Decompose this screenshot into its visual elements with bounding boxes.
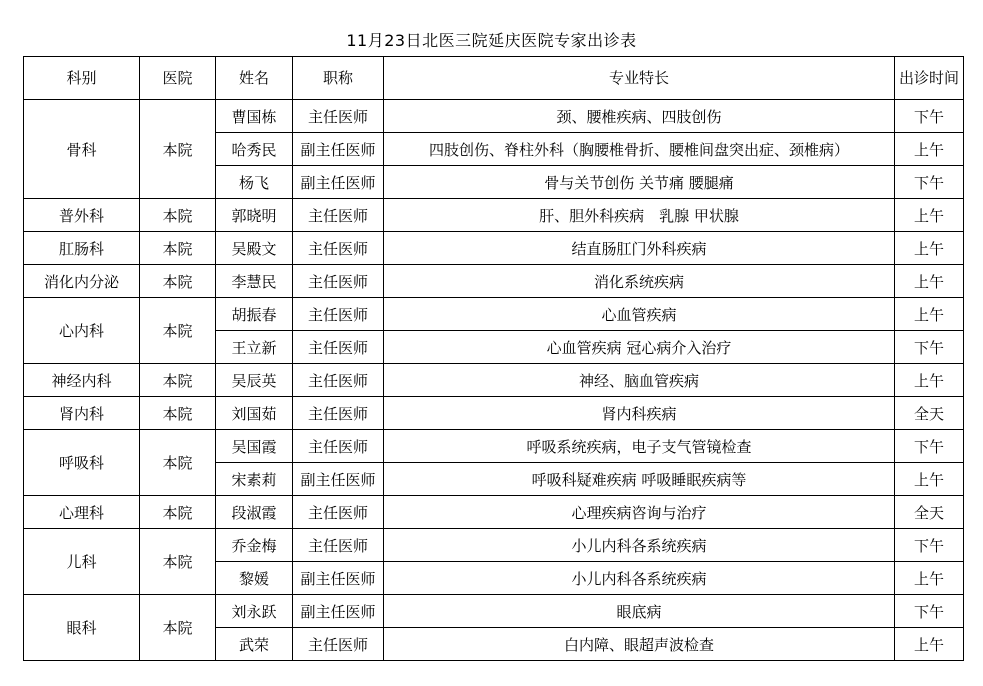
header-specialty: 专业特长 bbox=[384, 57, 895, 100]
rank-cell: 主任医师 bbox=[293, 100, 384, 133]
hospital-cell: 本院 bbox=[140, 100, 216, 199]
time-cell: 上午 bbox=[895, 232, 964, 265]
dept-cell: 肾内科 bbox=[24, 397, 140, 430]
doctor-name-cell: 段淑霞 bbox=[216, 496, 293, 529]
time-cell: 上午 bbox=[895, 562, 964, 595]
hospital-cell: 本院 bbox=[140, 397, 216, 430]
doctor-name-cell: 吴辰英 bbox=[216, 364, 293, 397]
time-cell: 下午 bbox=[895, 529, 964, 562]
rank-cell: 主任医师 bbox=[293, 232, 384, 265]
specialty-cell: 小儿内科各系统疾病 bbox=[384, 562, 895, 595]
specialty-cell: 肝、胆外科疾病 乳腺 甲状腺 bbox=[384, 199, 895, 232]
doctor-name-cell: 黎媛 bbox=[216, 562, 293, 595]
time-cell: 下午 bbox=[895, 100, 964, 133]
dept-cell: 心理科 bbox=[24, 496, 140, 529]
specialty-cell: 颈、腰椎疾病、四肢创伤 bbox=[384, 100, 895, 133]
hospital-cell: 本院 bbox=[140, 298, 216, 364]
dept-cell: 消化内分泌 bbox=[24, 265, 140, 298]
table-row bbox=[24, 595, 964, 628]
rank-cell: 主任医师 bbox=[293, 628, 384, 661]
doctor-name-cell: 哈秀民 bbox=[216, 133, 293, 166]
doctor-name-cell: 武荣 bbox=[216, 628, 293, 661]
specialty-cell: 心理疾病咨询与治疗 bbox=[384, 496, 895, 529]
rank-cell: 副主任医师 bbox=[293, 463, 384, 496]
specialty-cell: 四肢创伤、脊柱外科（胸腰椎骨折、腰椎间盘突出症、颈椎病） bbox=[384, 133, 895, 166]
time-cell: 上午 bbox=[895, 298, 964, 331]
specialty-cell: 结直肠肛门外科疾病 bbox=[384, 232, 895, 265]
doctor-name-cell: 曹国栋 bbox=[216, 100, 293, 133]
specialty-cell: 消化系统疾病 bbox=[384, 265, 895, 298]
time-cell: 上午 bbox=[895, 628, 964, 661]
rank-cell: 主任医师 bbox=[293, 199, 384, 232]
doctor-name-cell: 吴殿文 bbox=[216, 232, 293, 265]
header-dept: 科别 bbox=[24, 57, 140, 100]
dept-cell: 心内科 bbox=[24, 298, 140, 364]
table-row bbox=[24, 100, 964, 133]
time-cell: 全天 bbox=[895, 496, 964, 529]
specialty-cell: 小儿内科各系统疾病 bbox=[384, 529, 895, 562]
rank-cell: 主任医师 bbox=[293, 331, 384, 364]
table-row bbox=[24, 232, 964, 265]
hospital-cell: 本院 bbox=[140, 595, 216, 661]
specialty-cell: 心血管疾病 bbox=[384, 298, 895, 331]
rank-cell: 副主任医师 bbox=[293, 562, 384, 595]
table-row bbox=[24, 496, 964, 529]
rank-cell: 主任医师 bbox=[293, 529, 384, 562]
time-cell: 上午 bbox=[895, 265, 964, 298]
doctor-name-cell: 李慧民 bbox=[216, 265, 293, 298]
dept-cell: 骨科 bbox=[24, 100, 140, 199]
doctor-name-cell: 郭晓明 bbox=[216, 199, 293, 232]
hospital-cell: 本院 bbox=[140, 529, 216, 595]
dept-cell: 神经内科 bbox=[24, 364, 140, 397]
rank-cell: 副主任医师 bbox=[293, 595, 384, 628]
rank-cell: 主任医师 bbox=[293, 430, 384, 463]
dept-cell: 肛肠科 bbox=[24, 232, 140, 265]
doctor-name-cell: 吴国霞 bbox=[216, 430, 293, 463]
rank-cell: 主任医师 bbox=[293, 397, 384, 430]
hospital-cell: 本院 bbox=[140, 430, 216, 496]
page-title: 11月23日北医三院延庆医院专家出诊表 bbox=[346, 31, 637, 50]
dept-cell: 呼吸科 bbox=[24, 430, 140, 496]
header-rank: 职称 bbox=[293, 57, 384, 100]
table-row bbox=[24, 298, 964, 331]
specialty-cell: 肾内科疾病 bbox=[384, 397, 895, 430]
dept-cell: 普外科 bbox=[24, 199, 140, 232]
doctor-name-cell: 刘永跃 bbox=[216, 595, 293, 628]
doctor-name-cell: 宋素莉 bbox=[216, 463, 293, 496]
table-row bbox=[24, 265, 964, 298]
table-row bbox=[24, 199, 964, 232]
rank-cell: 主任医师 bbox=[293, 298, 384, 331]
specialty-cell: 呼吸系统疾病，电子支气管镜检查 bbox=[384, 430, 895, 463]
dept-cell: 儿科 bbox=[24, 529, 140, 595]
time-cell: 上午 bbox=[895, 364, 964, 397]
time-cell: 下午 bbox=[895, 166, 964, 199]
header-hospital: 医院 bbox=[140, 57, 216, 100]
rank-cell: 主任医师 bbox=[293, 496, 384, 529]
header-name: 姓名 bbox=[216, 57, 293, 100]
specialty-cell: 白内障、眼超声波检查 bbox=[384, 628, 895, 661]
rank-cell: 主任医师 bbox=[293, 265, 384, 298]
time-cell: 下午 bbox=[895, 430, 964, 463]
table-row bbox=[24, 397, 964, 430]
time-cell: 上午 bbox=[895, 199, 964, 232]
time-cell: 下午 bbox=[895, 595, 964, 628]
schedule-table bbox=[23, 56, 964, 661]
dept-cell: 眼科 bbox=[24, 595, 140, 661]
rank-cell: 主任医师 bbox=[293, 364, 384, 397]
schedule-body bbox=[24, 100, 964, 661]
hospital-cell: 本院 bbox=[140, 232, 216, 265]
table-row bbox=[24, 430, 964, 463]
hospital-cell: 本院 bbox=[140, 364, 216, 397]
hospital-cell: 本院 bbox=[140, 265, 216, 298]
time-cell: 下午 bbox=[895, 331, 964, 364]
rank-cell: 副主任医师 bbox=[293, 133, 384, 166]
time-cell: 上午 bbox=[895, 133, 964, 166]
hospital-cell: 本院 bbox=[140, 199, 216, 232]
hospital-cell: 本院 bbox=[140, 496, 216, 529]
time-cell: 全天 bbox=[895, 397, 964, 430]
rank-cell: 副主任医师 bbox=[293, 166, 384, 199]
header-time: 出诊时间 bbox=[895, 57, 964, 100]
specialty-cell: 呼吸科疑难疾病 呼吸睡眠疾病等 bbox=[384, 463, 895, 496]
specialty-cell: 心血管疾病 冠心病介入治疗 bbox=[384, 331, 895, 364]
doctor-name-cell: 刘国茹 bbox=[216, 397, 293, 430]
doctor-name-cell: 杨飞 bbox=[216, 166, 293, 199]
specialty-cell: 骨与关节创伤 关节痛 腰腿痛 bbox=[384, 166, 895, 199]
specialty-cell: 神经、脑血管疾病 bbox=[384, 364, 895, 397]
table-row bbox=[24, 529, 964, 562]
specialty-cell: 眼底病 bbox=[384, 595, 895, 628]
doctor-name-cell: 乔金梅 bbox=[216, 529, 293, 562]
time-cell: 上午 bbox=[895, 463, 964, 496]
doctor-name-cell: 王立新 bbox=[216, 331, 293, 364]
doctor-name-cell: 胡振春 bbox=[216, 298, 293, 331]
table-row bbox=[24, 364, 964, 397]
header-row bbox=[24, 57, 964, 100]
